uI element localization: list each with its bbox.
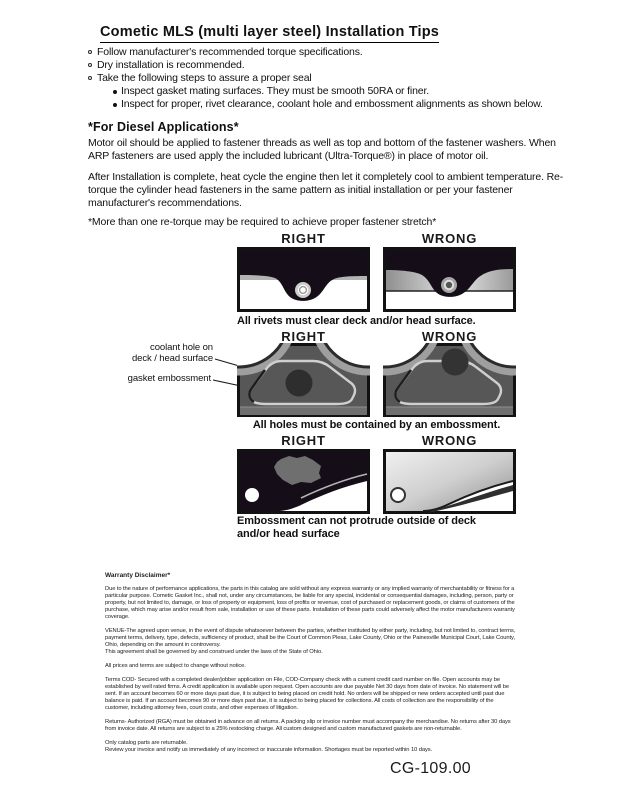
figure-caption: All rivets must clear deck and/or head surface. [237, 315, 476, 327]
page-code: CG-109.00 [390, 760, 471, 777]
gasket-embossment-callout: gasket embossment [127, 373, 211, 384]
coolant-hole [286, 370, 313, 397]
deck-hole [391, 488, 405, 502]
diesel-section-heading: *For Diesel Applications* [88, 120, 239, 134]
fig3-wrong-panel [383, 449, 516, 514]
coolant-hole [442, 349, 469, 376]
circle-bullet-icon [88, 76, 92, 80]
right-label: RIGHT [281, 433, 326, 448]
coolant-hole-callout: coolant hole on deck / head surface [131, 342, 213, 364]
legal-paragraph: This agreement shall be governed by and construed under the laws of the State of Ohio. [105, 649, 323, 655]
wrong-label: WRONG [421, 231, 478, 246]
figure-embossment-protrusion [0, 433, 618, 545]
list-item [88, 85, 570, 98]
list-item [88, 59, 570, 72]
diesel-paragraph: After Installation is complete, heat cycle the engine then let it completely cool to ambient temperature. Re-torque the cylinder head fasteners in the same pattern as initial installation or per your fastener manufacturer's recommendations. [88, 171, 564, 209]
installation-tips-list [88, 46, 570, 111]
figure-caption: Embossment can not protrude outside of deck and/or head surface [237, 515, 476, 540]
legal-heading: Warranty Disclaimer* [105, 572, 171, 579]
page-title: Cometic MLS (multi layer steel) Installation Tips [100, 24, 439, 43]
fig2-right-panel [237, 343, 370, 417]
figure-hole-embossment [0, 329, 618, 433]
tip-text: Take the following steps to assure a proper seal [97, 72, 312, 84]
list-item [88, 46, 570, 59]
deck-hole [245, 488, 259, 502]
fig1-right-panel [237, 247, 370, 312]
wrong-label: WRONG [421, 433, 478, 448]
warranty-disclaimer-section [105, 572, 519, 754]
right-label: RIGHT [281, 231, 326, 246]
wrong-label: WRONG [421, 329, 478, 344]
list-item [88, 98, 570, 111]
list-item [88, 72, 570, 85]
legal-paragraph: Review your invoice and notify us immediately of any incorrect or inaccurate information. Shortages must be reported within 10 days. [105, 747, 433, 753]
dot-bullet-icon [113, 90, 117, 94]
dot-bullet-icon [113, 103, 117, 107]
tip-text: Inspect gasket mating surfaces. They must be smooth 50RA or finer. [121, 85, 429, 97]
figure-rivet-clearance [0, 231, 618, 331]
legal-paragraph: Terms COD- Secured with a completed dealer/jobber application on File, COD-Company check with a current credit card number on file. Open accounts may be established by well rated firms. A credit application is available upon request. Open accounts are due payable Net 30 days from date of invoice. No statement will be sent. If an account becomes 60 or more days past due, it is subject to being placed on credit hold. No orders will be shipped or new orders accepted until past due balance is paid. If an account becomes 90 or more days past due, it is subject to being placed for collections. All costs of collection are the responsibility of the customer, including attorney fees, court costs, and other expenses of litigation. [105, 677, 510, 711]
right-label: RIGHT [281, 329, 326, 344]
legal-paragraph: VENUE-The agreed upon venue, in the event of dispute whatsoever between the parties, whether instituted by either party, including, but not limited to, contract terms, payment terms, delivery, type, defects, sufficiency of product, shall be the Court of Common Pleas, Lake County, Ohio or the Painesville Municipal Court, Lake County, Ohio, depending on the amount in controversy. [105, 628, 516, 648]
legal-paragraph: Only catalog parts are returnable. [105, 740, 188, 746]
figure-caption: All holes must be contained by an embossment. [252, 419, 501, 431]
legal-paragraph: Returns- Authorized (RGA) must be obtained in advance on all returns. A packing slip or invoice number must accompany the merchandise. No returns after 30 days from invoice date. All returns are subject to a 25% restocking charge. All custom designed and custom manufactured gaskets are non-returnable. [105, 719, 511, 732]
tip-text: Follow manufacturer's recommended torque specifications. [97, 46, 363, 58]
diesel-paragraph: Motor oil should be applied to fastener threads as well as top and bottom of the fastener washers. When ARP fasteners are used apply the included lubricant (Ultra-Torque®) in place of motor oil. [88, 137, 556, 162]
tip-text: Dry installation is recommended. [97, 59, 245, 71]
legal-paragraph: Due to the nature of performance applications, the parts in this catalog are sold without any express warranty or any implied warranty of merchantability or fitness for a particular purpose. Cometic Gasket Inc., shall not, under any circumstances, be liable for any special, incidental or consequential damages, including, person, party or property, but not limited to, damage, or loss of property or equipment, loss of profits or revenue, cost of purchased or replacement goods, or claims of customers of the purchase, which may arise and/or result from sale, installation or use of these parts. Installation of these parts could adversely affect the motor manufacturers warranty coverage. [105, 586, 515, 620]
tip-text: Inspect for proper, rivet clearance, coolant hole and embossment alignments as shown below. [121, 98, 543, 110]
fig2-wrong-panel [383, 343, 516, 417]
circle-bullet-icon [88, 50, 92, 54]
retorque-note: *More than one re-torque may be required to achieve proper fastener stretch* [88, 216, 437, 228]
fig1-wrong-panel [383, 247, 516, 312]
circle-bullet-icon [88, 63, 92, 67]
legal-paragraph: All prices and terms are subject to change without notice. [105, 663, 246, 669]
fig3-right-panel [237, 449, 370, 514]
